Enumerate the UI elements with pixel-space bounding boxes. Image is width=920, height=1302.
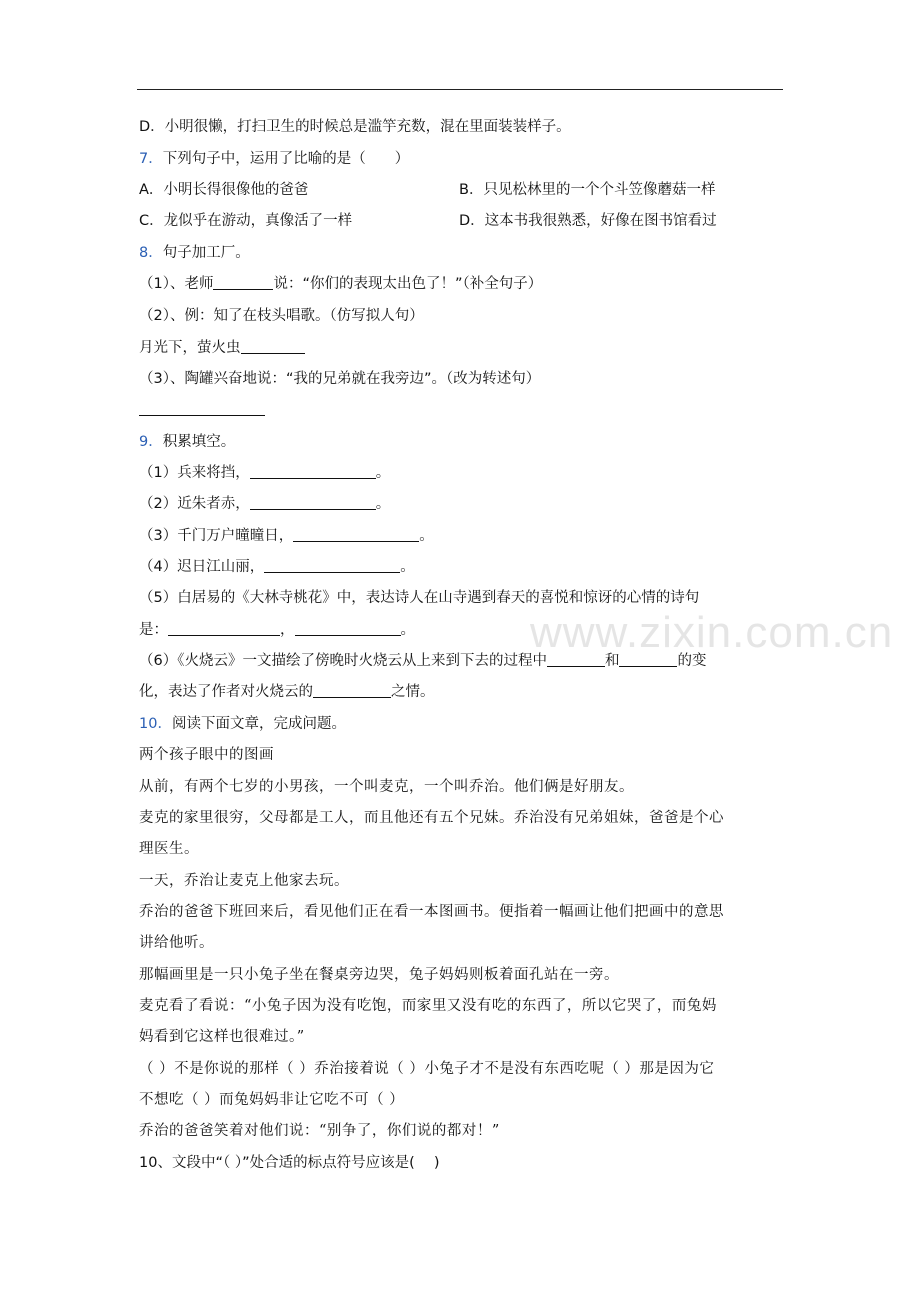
q9-item-3 (139, 526, 434, 546)
option-d-previous: D．小明很懒，打扫卫生的时候总是滥竽充数，混在里面装装样子。 (139, 119, 571, 135)
answer-blank[interactable] (213, 275, 273, 290)
passage-paragraph: 乔治的爸爸下班回来后，看见他们正在看一本图画书。便指着一幅画让他们把画中的意思 (139, 904, 724, 920)
text: （2）近朱者赤， (139, 496, 250, 512)
passage-paragraph: 一天，乔治让麦克上他家去玩。 (139, 873, 349, 889)
q9-item-6-cont (139, 682, 435, 702)
answer-blank[interactable] (241, 339, 305, 354)
question-number: 8． (139, 245, 163, 261)
text: 。 (375, 496, 391, 512)
answer-blank[interactable] (168, 621, 280, 636)
question-text: 下列句子中，运用了比喻的是（ ） (162, 151, 410, 167)
passage-paragraph: 讲给他听。 (139, 935, 214, 951)
text: 。 (375, 465, 391, 481)
question-7 (139, 149, 409, 169)
q8-item-3-answer (139, 400, 265, 420)
text: 。 (419, 528, 434, 544)
text: 月光下，萤火虫 (139, 340, 241, 356)
q9-item-6 (139, 651, 706, 671)
text: （6）《火烧云》一文描绘了傍晚时火烧云从上来到下去的过程中 (139, 653, 547, 669)
passage-paragraph: 那幅画里是一只小兔子坐在餐桌旁边哭，兔子妈妈则板着面孔站在一旁。 (139, 967, 619, 983)
text: （4）迟日江山丽， (139, 559, 265, 575)
passage-paragraph: 妈看到它这样也很难过。” (139, 1029, 305, 1045)
answer-blank[interactable] (250, 495, 376, 510)
answer-blank[interactable] (250, 464, 376, 479)
text: 和 (604, 653, 620, 669)
passage-paragraph: 麦克的家里很穷，父母都是工人，而且他还有五个兄妹。乔治没有兄弟姐妹，爸爸是个心 (139, 810, 724, 826)
option-b: B．只见松林里的一个个斗笠像蘑菇一样 (459, 182, 716, 198)
text: 。 (400, 622, 415, 638)
passage-paragraph: 理医生。 (139, 841, 199, 857)
q9-item-1 (139, 463, 390, 483)
sub-question-10: 10、文段中“（ ）”处合适的标点符号应该是( ) (139, 1155, 440, 1171)
question-text: 积累填空。 (162, 434, 236, 450)
text: 说：“你们的表现太出色了！”（补全句子） (273, 276, 543, 292)
question-8 (139, 243, 250, 263)
text: 。 (400, 559, 415, 575)
answer-blank[interactable] (295, 621, 401, 636)
answer-blank[interactable] (264, 558, 400, 573)
answer-blank[interactable] (547, 652, 605, 667)
question-number: 10． (139, 716, 172, 732)
q9-item-2 (139, 494, 390, 514)
passage-paragraph: 从前，有两个七岁的小男孩，一个叫麦克，一个叫乔治。他们俩是好朋友。 (139, 779, 634, 795)
q8-item-1 (139, 274, 542, 294)
option-a: A．小明长得很像他的爸爸 (139, 182, 309, 198)
text: （1）兵来将挡， (139, 465, 250, 481)
answer-blank[interactable] (139, 401, 265, 416)
watermark: www.zixin.com.cn (530, 608, 894, 657)
passage-paragraph: 麦克看了看说：“小兔子因为没有吃饱，而家里又没有吃的东西了，所以它哭了，而兔妈 (139, 998, 717, 1014)
answer-blank[interactable] (293, 527, 419, 542)
text: 之情。 (391, 684, 435, 700)
question-text: 句子加工厂。 (162, 245, 250, 261)
option-c: C．龙似乎在游动，真像活了一样 (139, 213, 353, 229)
passage-paragraph: 不想吃（ ）而兔妈妈非让它吃不可（ ） (139, 1092, 405, 1108)
q9-item-5-answer (139, 620, 415, 640)
passage-paragraph: 乔治的爸爸笑着对他们说：“别争了，你们说的都对！” (139, 1123, 500, 1139)
q9-item-5: （5）白居易的《大林寺桃花》中，表达诗人在山寺遇到春天的喜悦和惊讶的心情的诗句 (139, 590, 700, 606)
q8-item-2-answer (139, 338, 305, 358)
text: 化，表达了作者对火烧云的 (139, 684, 313, 700)
answer-blank[interactable] (313, 683, 391, 698)
text: ， (280, 622, 295, 638)
text: （1）、老师 (139, 276, 214, 292)
question-10 (139, 714, 346, 734)
text: （3）千门万户曈曈日， (139, 528, 294, 544)
question-number: 9． (139, 434, 163, 450)
text: 是： (139, 622, 168, 638)
question-9 (139, 432, 235, 452)
option-d: D．这本书我很熟悉，好像在图书馆看过 (459, 213, 717, 229)
answer-blank[interactable] (619, 652, 677, 667)
question-text: 阅读下面文章，完成问题。 (171, 716, 346, 732)
q8-item-3: （3）、陶罐兴奋地说：“我的兄弟就在我旁边”。（改为转述句） (139, 371, 541, 387)
q8-item-2: （2）、例：知了在枝头唱歌。（仿写拟人句） (139, 308, 424, 324)
text: 的变 (677, 653, 707, 669)
header-rule (137, 89, 783, 90)
question-number: 7． (139, 151, 163, 167)
q9-item-4 (139, 557, 415, 577)
passage-paragraph: （ ）不是你说的那样（ ）乔治接着说（ ）小兔子才不是没有东西吃呢（ ）那是因为它 (139, 1061, 715, 1077)
passage-title: 两个孩子眼中的图画 (139, 747, 274, 763)
